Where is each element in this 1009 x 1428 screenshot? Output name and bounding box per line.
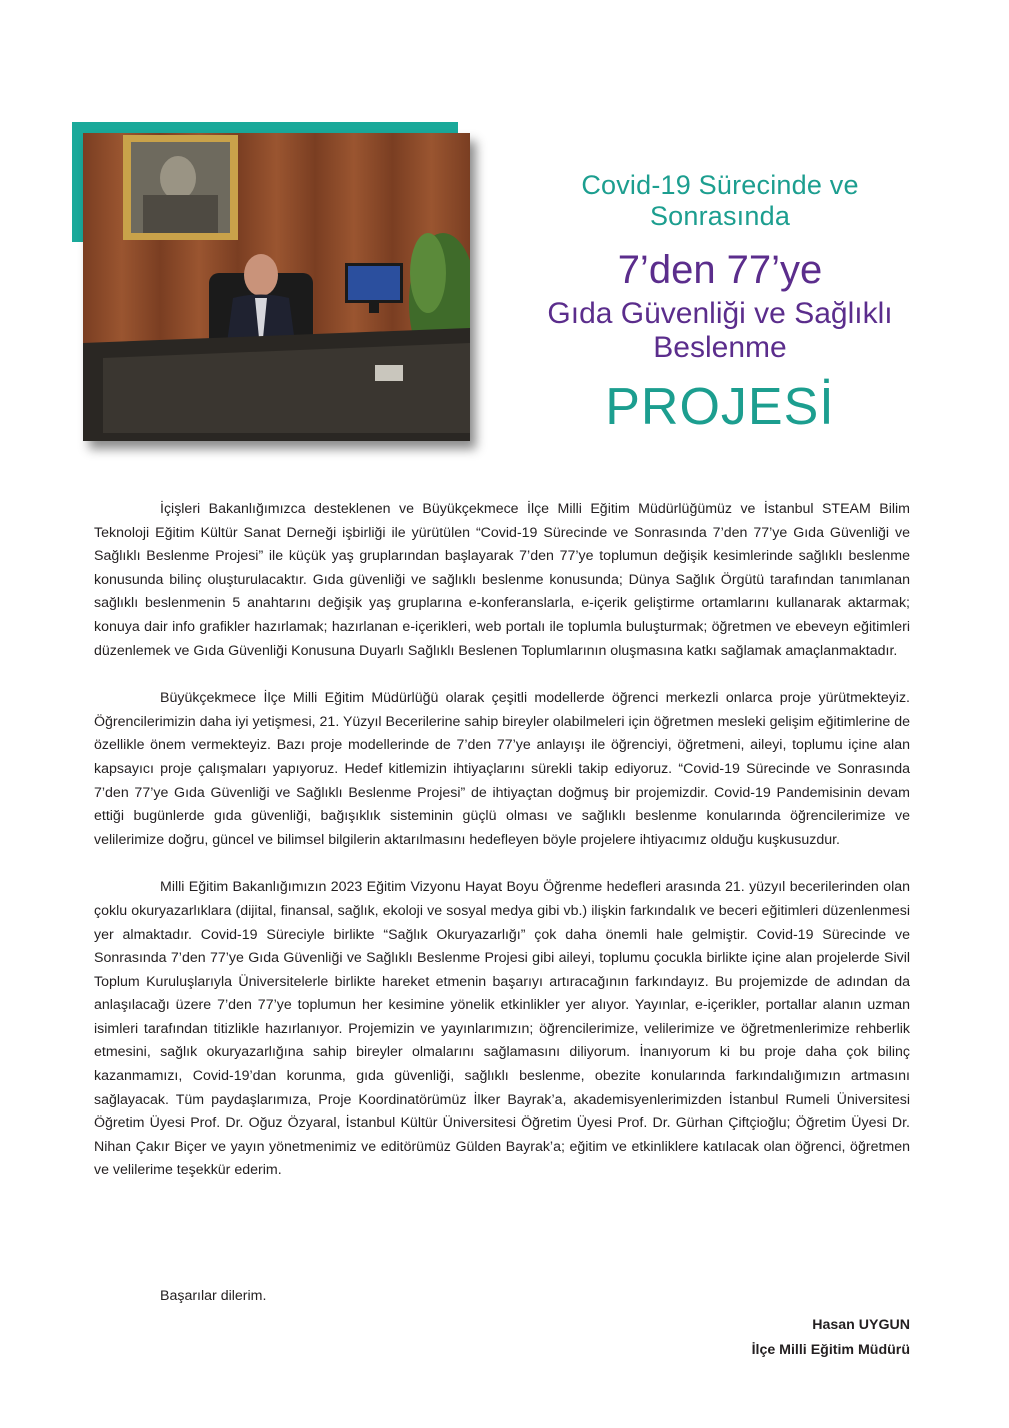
closing-line: Başarılar dilerim. bbox=[160, 1288, 267, 1304]
signature-role: İlçe Milli Eğitim Müdürü bbox=[751, 1342, 910, 1358]
title-line-2: 7’den 77’ye bbox=[617, 248, 823, 292]
photo-frame bbox=[72, 122, 458, 442]
letter-body bbox=[94, 498, 910, 1207]
title-line-3: Gıda Güvenliği ve Sağlıklı Beslenme bbox=[547, 297, 893, 364]
paragraph: Milli Eğitim Bakanlığımızın 2023 Eğitim Vizyonu Hayat Boyu Öğrenme hedefleri arasında 21. yüzyıl becerilerinden olan çoklu okuryazarlıklara (dijital, finansal, sağlık, ekoloji ve sosyal medya gibi vb.) ilişkin farkındalık ve beceri eğitimleri düzenlenmesi yer almaktadır. Covid-19 Süreciyle birlikte “Sağlık Okuryazarlığı” çok daha önemli hale gelmiştir. Covid-19 Sürecinde ve Sonrasında 7’den 77’ye Gıda Güvenliği ve Sağlıklı Beslenme Projesi gibi aileyi, toplumu çocukla birlikte içine alan projelerde Sivil Toplum Kuruluşlarıyla Üniversitelerle birlikte hareket etmenin başarıyı artıracağının farkındayız. Bu projemizde de adından da anlaşılacağı üzere 7’den 77’ye toplumun her kesimine yönelik etkinlikler yer alıyor. Yayınlar, e-içerikler, portallar alanın uzman isimleri tarafından titizlikle hazırlanıyor. Projemizin ve yayınlarımızın; öğrencilerimize, velilerimize ve öğretmenlerimize rehberlik etmesini, sağlık okuryazarlığına sahip bireyler olmalarını sağlamasını diliyorum. İnanıyorum ki bu proje daha çok bilinç kazanmamızı, Covid-19’dan korunma, gıda güvenliği, sağlıklı beslenme, obezite konularında farkındalığımızın artmasını sağlayacak. Tüm paydaşlarımıza, Proje Koordinatörümüz İlker Bayrak’a, akademisyenlerimizden İstanbul Rumeli Üniversitesi Öğretim Üyesi Prof. Dr. Oğuz Özyaral, İstanbul Kültür Üniversitesi Öğretim Üyesi Prof. Dr. Gürhan Çiftçioğlu; Öğretim Üyesi Dr. Nihan Çakır Biçer ve yayın yönetmenimiz ve editörümüz Gülden Bayrak’a; eğitim ve etkinliklere katılacak olan öğrenci, öğretmen ve velilerime teşekkür ederim. bbox=[94, 879, 910, 1179]
signature-name: Hasan UYGUN bbox=[812, 1317, 910, 1333]
paragraph: İçişleri Bakanlığımızca desteklenen ve Büyükçekmece İlçe Milli Eğitim Müdürlüğümüz ve İstanbul STEAM Bilim Teknoloji Eğitim Kültür Sanat Derneği işbirliği ile yürütülen “Covid-19 Sürecinde ve Sonrasında 7’den 77’ye Gıda Güvenliği ve Sağlıklı Beslenme Projesi” ile küçük yaş gruplarından başlayarak 7’den 77’ye toplumun değişik kesimlerinde sağlıklı beslenme konusunda bilinç oluşturulacaktır. Gıda güvenliği ve sağlıklı beslenme konusunda; Dünya Sağlık Örgütü tarafından tanımlanan sağlıklı beslenmenin 5 anahtarını değişik yaş gruplarına e-konferanslarla, e-içerik geliştirme ortamlarını kullanarak aktarmak; konuya dair info grafikler hazırlamak; hazırlanan e-içerikleri, web portalı ile toplumla buluşturmak; öğretmen ve ebeveyn eğitimleri düzenlemek ve Gıda Güvenliği Konusuna Duyarlı Sağlıklı Beslenen Toplumlarının oluşmasına katkı sağlamak amaçlanmaktadır. bbox=[94, 501, 910, 659]
office-photo bbox=[83, 133, 470, 441]
title-line-1: Covid-19 Sürecinde ve Sonrasında bbox=[581, 170, 859, 231]
office-photo-illustration bbox=[83, 133, 470, 441]
title-block bbox=[490, 170, 920, 437]
signature-block bbox=[752, 1313, 910, 1363]
paragraph: Büyükçekmece İlçe Milli Eğitim Müdürlüğü olarak çeşitli modellerde öğrenci merkezli onlarca proje yürütmekteyiz. Öğrencilerimizin daha iyi yetişmesi, 21. Yüzyıl Becerilerine sahip bireyler olabilmeleri için öğretmen mesleki gelişim eğitimlerine de özellikle önem vermekteyiz. Bazı proje modellerinde de 7’den 77’ye anlayışı ile öğrenciyi, öğretmeni, aileyi, toplumu içine alan kapsayıcı proje çalışmaları yapıyoruz. Hedef kitlemizin ihtiyaçlarını sürekli takip ediyoruz. “Covid-19 Sürecinde ve Sonrasında 7’den 77’ye Gıda Güvenliği ve Sağlıklı Beslenme Projesi” de ihtiyaçtan doğmuş bir projemizdir. Covid-19 Pandemisinin devam ettiği bugünlerde gıda güvenliği, bağışıklık sisteminin güçlü olması ve sağlıklı beslenme konularında öğrencilerimize ve velilerimize doğru, güncel ve bilimsel bilgilerin aktarılmasını hedefleyen böyle projelere ihtiyacımız olduğu kuşkusuzdur. bbox=[94, 690, 910, 848]
title-line-4: PROJESİ bbox=[605, 378, 835, 436]
